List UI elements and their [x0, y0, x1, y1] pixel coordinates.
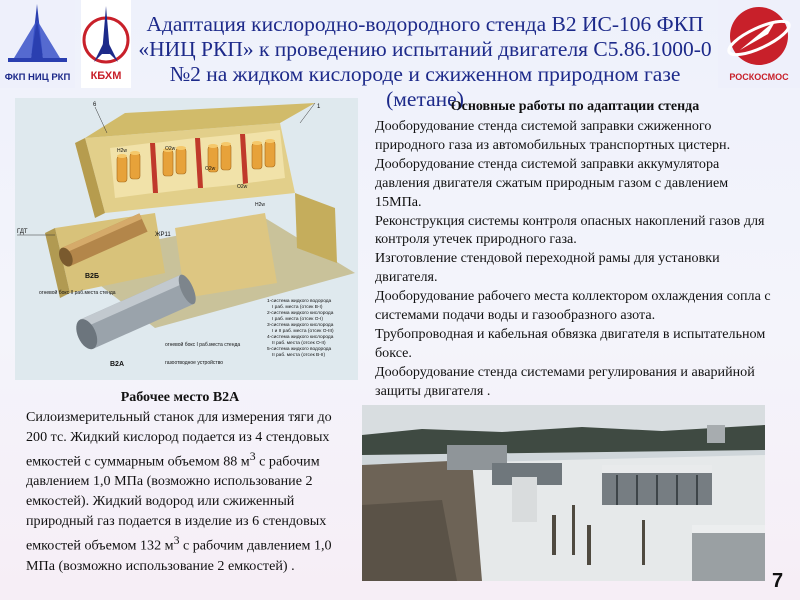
superscript: 3 [173, 534, 180, 548]
page-number: 7 [772, 570, 784, 592]
kbhm-logo [81, 0, 131, 88]
work-item: Дооборудование стенда системой заправки аккумулятора давления двигателя сжатым природным газом с давлением 15МПа. [375, 155, 729, 210]
legend-line: 1-система жидкого водорода [267, 299, 332, 304]
workplace-text: с рабочим давлением 1,0 МПа (возможно использование 2 емкостей) . [26, 537, 332, 574]
legend-line: II раб. места (отсек О-II) [272, 341, 326, 346]
work-item: Дооборудование рабочего места коллектором охлаждения сопла с системами подачи воды и газообразного азота. [375, 288, 771, 324]
diagram-label-box1: огневой бокс I раб.места стенда [165, 342, 241, 348]
legend-line: I раб. места (отсек В-I) [272, 305, 323, 310]
diagram-label-o2w: О2w [237, 184, 248, 190]
title-line: Адаптация кислородно-водородного стенда В2 ИС-106 ФКП [146, 12, 704, 36]
diagram-label-box2: огневой бокс II раб.места стенда [39, 290, 116, 296]
legend-line: 4-система жидкого кислорода [267, 335, 334, 340]
workplace-title: Рабочее место В2А [120, 390, 240, 405]
legend-line: 5-система жидкого водорода [267, 347, 332, 352]
workplace-description [26, 408, 351, 576]
rocket-logo-icon [0, 0, 75, 72]
roscosmos-emblem-icon [718, 0, 800, 72]
diagram-label-o2w: О2w [205, 166, 216, 172]
legend-line: 2-система жидкого кислорода [267, 311, 334, 316]
diagram-label-b2b: В2Б [85, 273, 99, 280]
title-line: №2 на жидком кислороде и сжиженном природном газе (метане) [169, 62, 681, 111]
legend-line: I раб. места (отсек О-I) [272, 317, 323, 322]
work-item: Дооборудование стенда системой заправки сжиженного природного газа из автомобильных транспортных цистерн. [375, 118, 731, 153]
diagram-label-h2w: Н2w [255, 202, 266, 208]
diagram-label-6: 6 [93, 102, 97, 108]
test-stand-diagram [15, 98, 358, 380]
work-item: Трубопроводная и кабельная обвязка двигателя в испытательном боксе. [375, 325, 766, 361]
work-item: Дооборудование стенда системами регулирования и аварийной защиты двигателя . [375, 363, 755, 399]
work-item: Реконструкция системы контроля опасных накоплений газов для контроля утечек природного газа. [375, 212, 765, 248]
diagram-label-1: 1 [317, 104, 321, 110]
main-works-list [375, 117, 775, 401]
test-site-photo [362, 405, 765, 581]
legend-line: 3-система жидкого кислорода [267, 323, 334, 328]
nic-rkp-logo [0, 0, 75, 88]
work-item: Изготовление стендовой переходной рамы для установки двигателя. [375, 250, 720, 286]
slide-title [135, 12, 715, 112]
main-works-title: Основные работы по адаптации стенда [450, 99, 700, 114]
diagram-label-o2w: О2w [165, 146, 176, 152]
logo-caption: ФКП НИЦ РКП [4, 72, 71, 83]
title-line: «НИЦ РКП» к проведению испытаний двигателя С5.86.1000-0 [138, 37, 712, 61]
logo-caption: КБХМ [90, 70, 122, 82]
diagram-label-h2w: Н2w [117, 148, 128, 154]
legend-line: II раб. места (отсек В-II) [272, 353, 326, 358]
workplace-text: с рабочим давлением 1,0 МПа (возможно использование 2 емкостей). Жидкий водород или сжиженный природный газ подается в изделие из 6 стендовых емкостей объемом 132 м [26, 453, 327, 554]
diagram-label-zhr: ЖР11 [155, 232, 171, 238]
legend-line: I и II раб. места (отсек О-III) [272, 329, 334, 334]
workplace-text: Силоизмерительный станок для измерения тяги до 200 тс. Жидкий кислород подается из 4 стендовых емкостей с суммарным объемом 88 м [26, 409, 332, 470]
roscosmos-logo [718, 0, 800, 88]
superscript: 3 [249, 450, 256, 464]
logo-caption: РОСКОСМОС [729, 72, 789, 82]
diagram-label-gdt: ГДТ [17, 229, 28, 235]
diagram-label-b2a: В2А [110, 361, 125, 368]
diagram-label-gas: газоотводное устройство [165, 360, 224, 366]
